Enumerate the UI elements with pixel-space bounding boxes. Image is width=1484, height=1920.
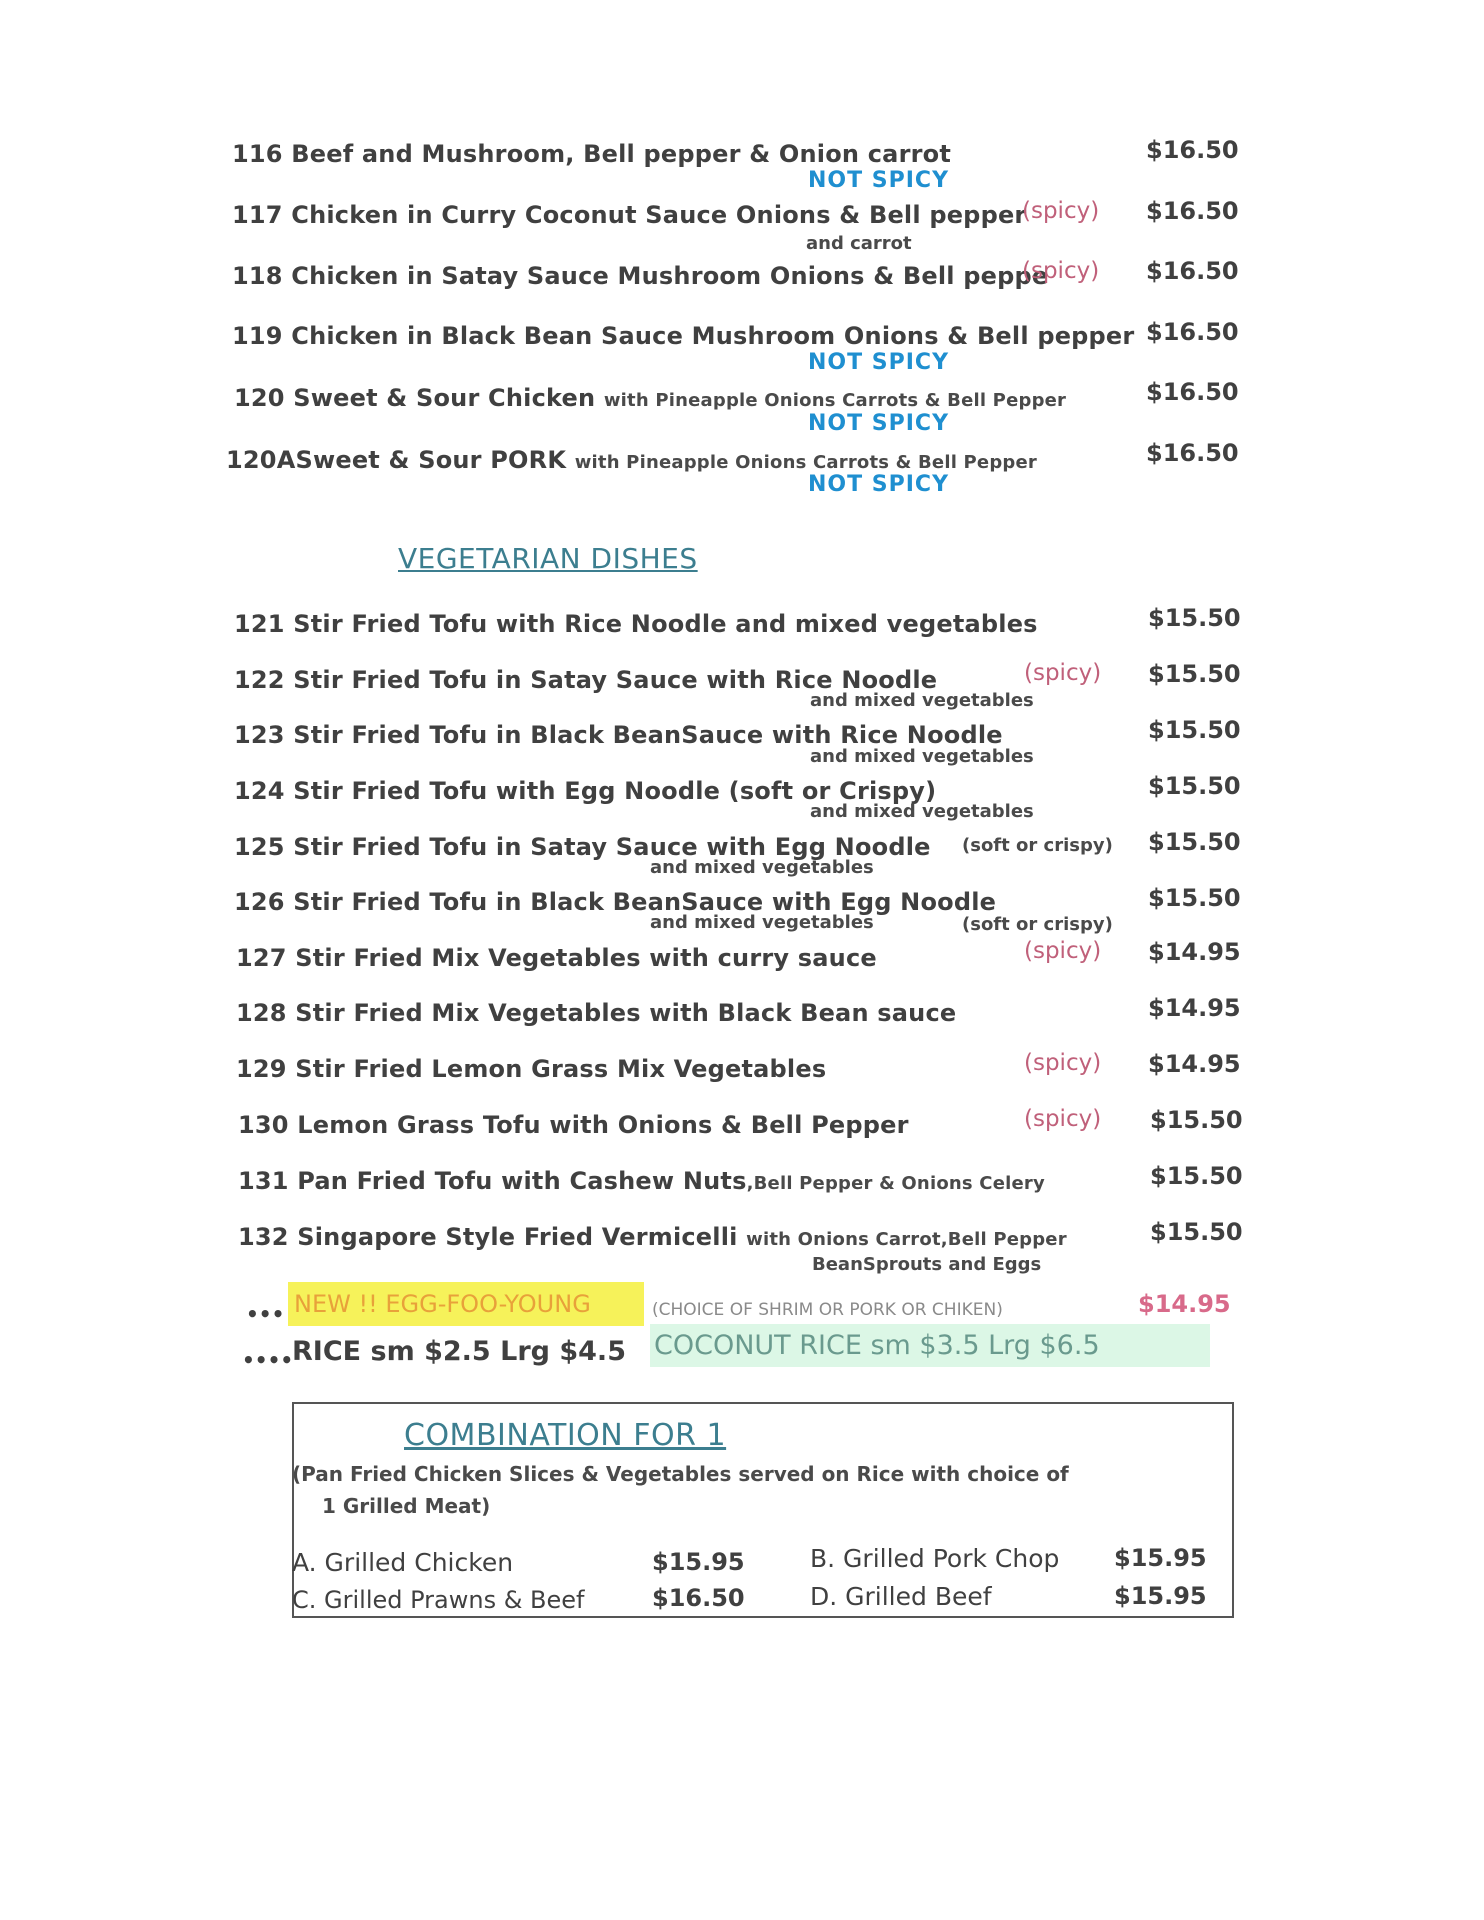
item-ingredients: with Onions Carrot,Bell Pepper (746, 1229, 1067, 1250)
item-name: Stir Fried Tofu with Rice Noodle and mixed vegetables (293, 610, 1038, 638)
item-note: and carrot (806, 233, 912, 254)
item-subline: and mixed vegetables (650, 912, 874, 933)
item-ingredients: with Pineapple Onions Carrots & Bell Pepper (603, 390, 1067, 411)
bullet-dots: ••• (246, 1302, 285, 1326)
coconut-rice-label: COCONUT RICE sm $3.5 Lrg $6.5 (650, 1324, 1210, 1367)
item-number: 132 (238, 1223, 289, 1251)
menu-item-118 (232, 262, 1048, 290)
spicy-label: (spicy) (1024, 660, 1102, 686)
item-number: 127 (236, 944, 287, 972)
spicy-label: (spicy) (1022, 198, 1100, 224)
item-option: (soft or crispy) (962, 835, 1113, 856)
item-number: 117 (232, 201, 283, 229)
menu-item-123 (234, 721, 1003, 749)
not-spicy-label: NOT SPICY (808, 411, 950, 436)
combo-option-a: A. Grilled Chicken (292, 1548, 514, 1577)
combo-option-c: C. Grilled Prawns & Beef (292, 1586, 585, 1614)
combo-price-d: $15.95 (1114, 1582, 1207, 1610)
item-name: Chicken in Curry Coconut Sauce Onions & Bell pepper (291, 201, 1027, 229)
item-price: $15.50 (1148, 716, 1241, 744)
item-number: 120 (234, 384, 285, 412)
item-price: $15.50 (1148, 884, 1241, 912)
item-subline: and mixed vegetables (810, 746, 1034, 767)
not-spicy-label: NOT SPICY (808, 472, 950, 497)
menu-item-130 (238, 1111, 909, 1139)
item-number: 131 (238, 1167, 289, 1195)
bullet-dots: •••• (242, 1348, 294, 1372)
item-price: $15.50 (1150, 1162, 1243, 1190)
item-number: 124 (234, 777, 285, 805)
item-price: $16.50 (1146, 318, 1239, 346)
item-number: 119 (232, 322, 283, 350)
item-number: 123 (234, 721, 285, 749)
menu-item-126 (234, 888, 996, 916)
combo-option-b: B. Grilled Pork Chop (810, 1544, 1060, 1573)
rice-price-label: RICE sm $2.5 Lrg $4.5 (292, 1336, 626, 1367)
menu-item-128 (236, 999, 956, 1027)
item-name: Stir Fried Tofu in Black BeanSauce with Egg Noodle (293, 888, 997, 916)
spicy-label: (spicy) (1024, 1106, 1102, 1132)
item-price: $16.50 (1146, 136, 1239, 164)
item-subline: and mixed vegetables (810, 801, 1034, 822)
item-number: 129 (236, 1055, 287, 1083)
item-name: Stir Fried Mix Vegetables with curry sauce (295, 944, 877, 972)
item-price: $15.50 (1148, 828, 1241, 856)
item-price: $15.50 (1148, 604, 1241, 632)
spicy-label: (spicy) (1022, 258, 1100, 284)
menu-item-129 (236, 1055, 826, 1083)
item-name: Stir Fried Tofu in Satay Sauce with Rice Noodle (293, 666, 938, 694)
item-name: Stir Fried Tofu in Black BeanSauce with Rice Noodle (293, 721, 1003, 749)
menu-item-119 (232, 322, 1134, 350)
not-spicy-label: NOT SPICY (808, 350, 950, 375)
menu-item-117 (232, 201, 1026, 229)
item-number: 130 (238, 1111, 289, 1139)
egg-foo-young-price: $14.95 (1138, 1290, 1231, 1318)
item-price: $15.50 (1150, 1106, 1243, 1134)
egg-foo-young-choice: (CHOICE OF SHRIM OR PORK OR CHIKEN) (652, 1300, 1003, 1320)
spicy-label: (spicy) (1024, 938, 1102, 964)
item-name: Beef and Mushroom, Bell pepper & Onion carrot (291, 140, 952, 168)
item-number: 126 (234, 888, 285, 916)
item-number: 120A (226, 446, 296, 474)
egg-foo-young-label: NEW !! EGG-FOO-YOUNG (288, 1282, 644, 1326)
item-name: Stir Fried Tofu with Egg Noodle (soft or Crispy) (293, 777, 937, 805)
item-name: Sweet & Sour PORK (295, 446, 567, 474)
combo-price-c: $16.50 (652, 1584, 745, 1612)
item-price: $14.95 (1148, 994, 1241, 1022)
combo-price-a: $15.95 (652, 1548, 745, 1576)
item-name: Stir Fried Mix Vegetables with Black Bean sauce (295, 999, 957, 1027)
item-name: Stir Fried Tofu in Satay Sauce with Egg Noodle (293, 833, 931, 861)
item-price: $16.50 (1146, 439, 1239, 467)
menu-item-132 (238, 1223, 1067, 1251)
menu-item-127 (236, 944, 877, 972)
item-subline: and mixed vegetables (810, 690, 1034, 711)
item-name: Chicken in Black Bean Sauce Mushroom Onions & Bell pepper (291, 322, 1135, 350)
item-name: Lemon Grass Tofu with Onions & Bell Pepper (297, 1111, 909, 1139)
menu-item-116 (232, 140, 951, 168)
item-number: 121 (234, 610, 285, 638)
item-price: $14.95 (1148, 938, 1241, 966)
menu-item-120a (226, 446, 1037, 474)
spicy-label: (spicy) (1024, 1050, 1102, 1076)
item-name: Stir Fried Lemon Grass Mix Vegetables (295, 1055, 827, 1083)
item-number: 122 (234, 666, 285, 694)
item-ingredients: ,Bell Pepper & Onions Celery (746, 1173, 1045, 1194)
combination-desc-line2: 1 Grilled Meat) (322, 1494, 491, 1518)
item-number: 125 (234, 833, 285, 861)
item-ingredients: with Pineapple Onions Carrots & Bell Pepper (574, 452, 1037, 473)
item-price: $15.50 (1148, 772, 1241, 800)
item-name: Chicken in Satay Sauce Mushroom Onions & Bell peppe (291, 262, 1049, 290)
item-name: Pan Fried Tofu with Cashew Nuts (297, 1167, 747, 1195)
item-number: 128 (236, 999, 287, 1027)
item-price: $16.50 (1146, 257, 1239, 285)
item-subline: BeanSprouts and Eggs (812, 1254, 1042, 1275)
item-name: Sweet & Sour Chicken (293, 384, 596, 412)
item-name: Singapore Style Fried Vermicelli (297, 1223, 738, 1251)
combination-title: COMBINATION FOR 1 (404, 1418, 727, 1453)
combo-price-b: $15.95 (1114, 1544, 1207, 1572)
menu-item-131 (238, 1167, 1045, 1195)
item-number: 116 (232, 140, 283, 168)
menu-item-120 (234, 384, 1066, 412)
combination-desc-line1: (Pan Fried Chicken Slices & Vegetables served on Rice with choice of (292, 1462, 1069, 1486)
item-price: $14.95 (1148, 1050, 1241, 1078)
vegetarian-heading: VEGETARIAN DISHES (398, 542, 698, 575)
item-price: $15.50 (1150, 1218, 1243, 1246)
item-price: $16.50 (1146, 197, 1239, 225)
menu-item-121 (234, 610, 1038, 638)
combo-option-d: D. Grilled Beef (810, 1582, 992, 1611)
item-subline: and mixed vegetables (650, 857, 874, 878)
not-spicy-label: NOT SPICY (808, 168, 950, 193)
item-price: $15.50 (1148, 660, 1241, 688)
item-option: (soft or crispy) (962, 914, 1113, 935)
item-number: 118 (232, 262, 283, 290)
item-price: $16.50 (1146, 378, 1239, 406)
